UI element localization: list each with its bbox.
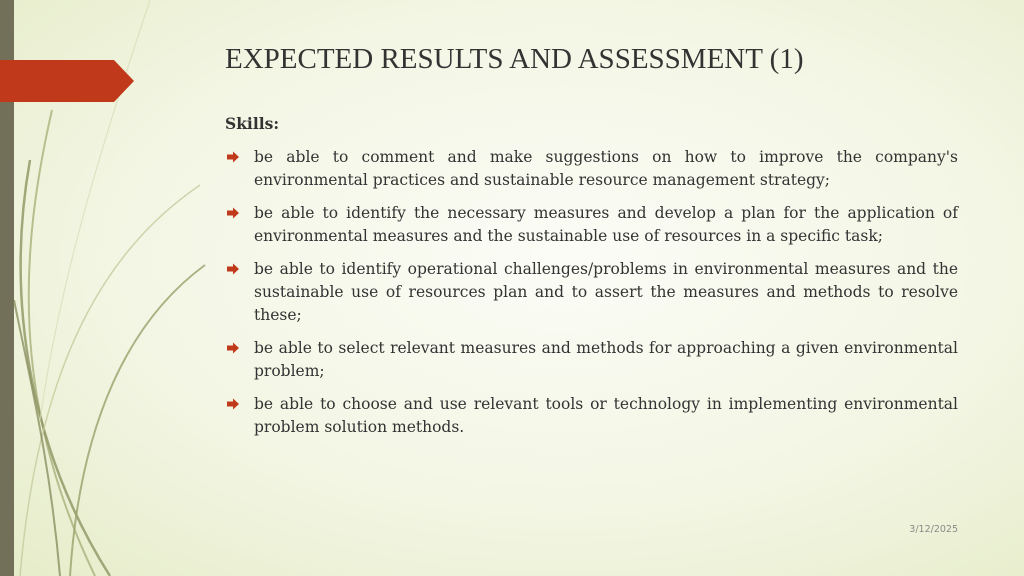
bullet-text: be able to identify the necessary measures and develop a plan for the application of environmental measures and the sustainable use of resources in a specific task; bbox=[254, 204, 958, 245]
accent-arrow-tab bbox=[0, 60, 134, 102]
bullet-text: be able to comment and make suggestions on how to improve the company's environmental practices and sustainable resource management strategy; bbox=[254, 148, 958, 189]
right-arrow-bullet-icon bbox=[226, 206, 240, 220]
right-arrow-bullet-icon bbox=[226, 341, 240, 355]
right-arrow-bullet-icon bbox=[226, 397, 240, 411]
list-item bbox=[226, 337, 958, 383]
list-item bbox=[226, 146, 958, 192]
right-arrow-bullet-icon bbox=[226, 262, 240, 276]
section-label: Skills: bbox=[225, 114, 280, 133]
bullet-text: be able to identify operational challenges/problems in environmental measures and the sustainable use of resources plan and to assert the measures and methods to resolve these; bbox=[254, 260, 958, 324]
slide-title: EXPECTED RESULTS AND ASSESSMENT (1) bbox=[225, 43, 804, 75]
bullet-text: be able to choose and use relevant tools or technology in implementing environmental problem solution methods. bbox=[254, 395, 958, 436]
list-item bbox=[226, 393, 958, 439]
skills-bullet-list bbox=[226, 146, 958, 449]
list-item bbox=[226, 202, 958, 248]
list-item bbox=[226, 258, 958, 327]
slide-date: 3/12/2025 bbox=[909, 524, 958, 535]
bullet-text: be able to select relevant measures and methods for approaching a given environmental problem; bbox=[254, 339, 958, 380]
right-arrow-bullet-icon bbox=[226, 150, 240, 164]
